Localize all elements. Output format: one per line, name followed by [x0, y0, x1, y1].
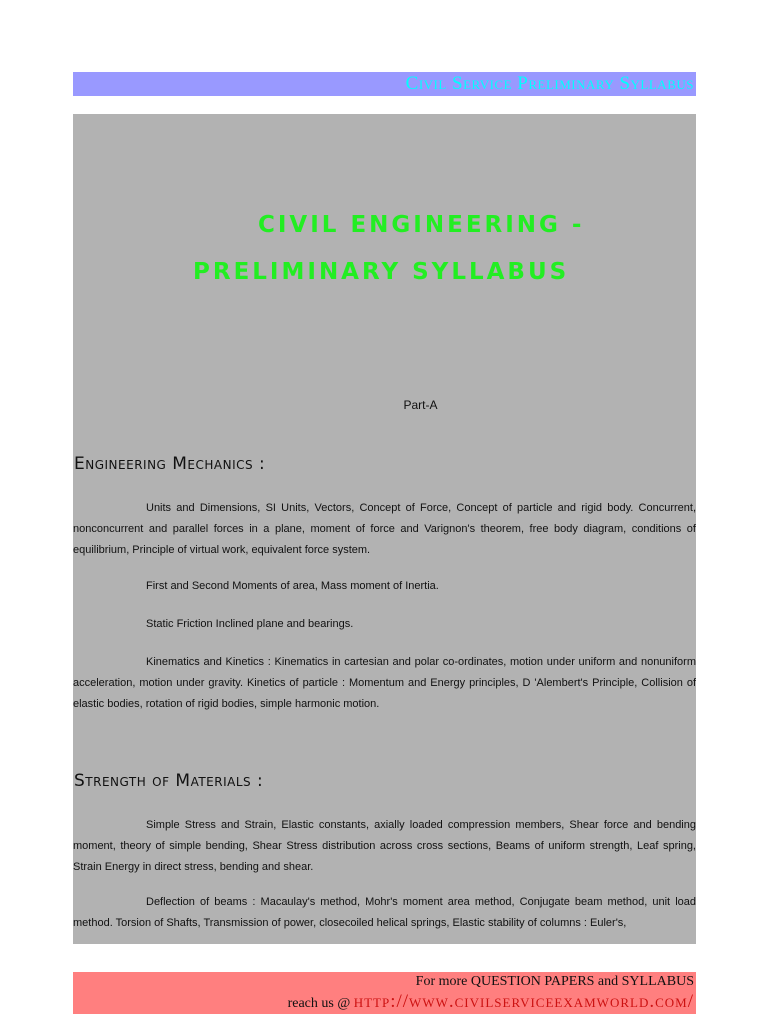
paragraph: Kinematics and Kinetics : Kinematics in cartesian and polar co-ordinates, motion under uniform and nonuniform acceleration, motion under gravity. Kinetics of particle : Momentum and Energy principles, D 'Alembert's Principle, Collision of elastic bodies, rotation of rigid bodies, simple harmonic motion. [73, 656, 696, 710]
paragraph: Static Friction Inclined plane and bearings. [146, 618, 354, 630]
document-title-line2: PRELIMINARY SYLLABUS [193, 259, 570, 285]
footer-reach-line [288, 992, 694, 1014]
website-link[interactable]: http://www.civilserviceexamworld.com/ [353, 991, 694, 1012]
paragraph: First and Second Moments of area, Mass moment of Inertia. [146, 580, 439, 592]
section-heading-strength-of-materials: Strength of Materials : [74, 771, 264, 791]
footer-reach-prefix: reach us @ [287, 996, 351, 1011]
document-title-line1: CIVIL ENGINEERING - [258, 212, 585, 238]
top-banner [73, 72, 696, 96]
footer-promo-text: For more QUESTION PAPERS and SYLLABUS [415, 974, 694, 989]
paragraph: Simple Stress and Strain, Elastic constants, axially loaded compression members, Shear force and bending moment, theory of simple bending, Shear Stress distribution across cross sections, Beams of uniform strength, Leaf spring, Strain Energy in direct stress, bending and shear. [73, 819, 696, 873]
section-heading-engineering-mechanics: Engineering Mechanics : [74, 454, 266, 474]
part-label: Part-A [403, 398, 438, 412]
banner-title: Civil Service Preliminary Syllabus [405, 73, 694, 94]
footer-banner [73, 972, 696, 1014]
paragraph: Deflection of beams : Macaulay's method, Mohr's moment area method, Conjugate beam method, unit load method. Torsion of Shafts, Transmission of power, closecoiled helical springs, Elastic stability of columns : Euler's, [73, 896, 696, 929]
paragraph: Units and Dimensions, SI Units, Vectors, Concept of Force, Concept of particle and rigid body. Concurrent, nonconcurrent and parallel forces in a plane, moment of force and Varignon's theorem, free body diagram, conditions of equilibrium, Principle of virtual work, equivalent force system. [73, 502, 696, 556]
document-content [73, 114, 696, 944]
